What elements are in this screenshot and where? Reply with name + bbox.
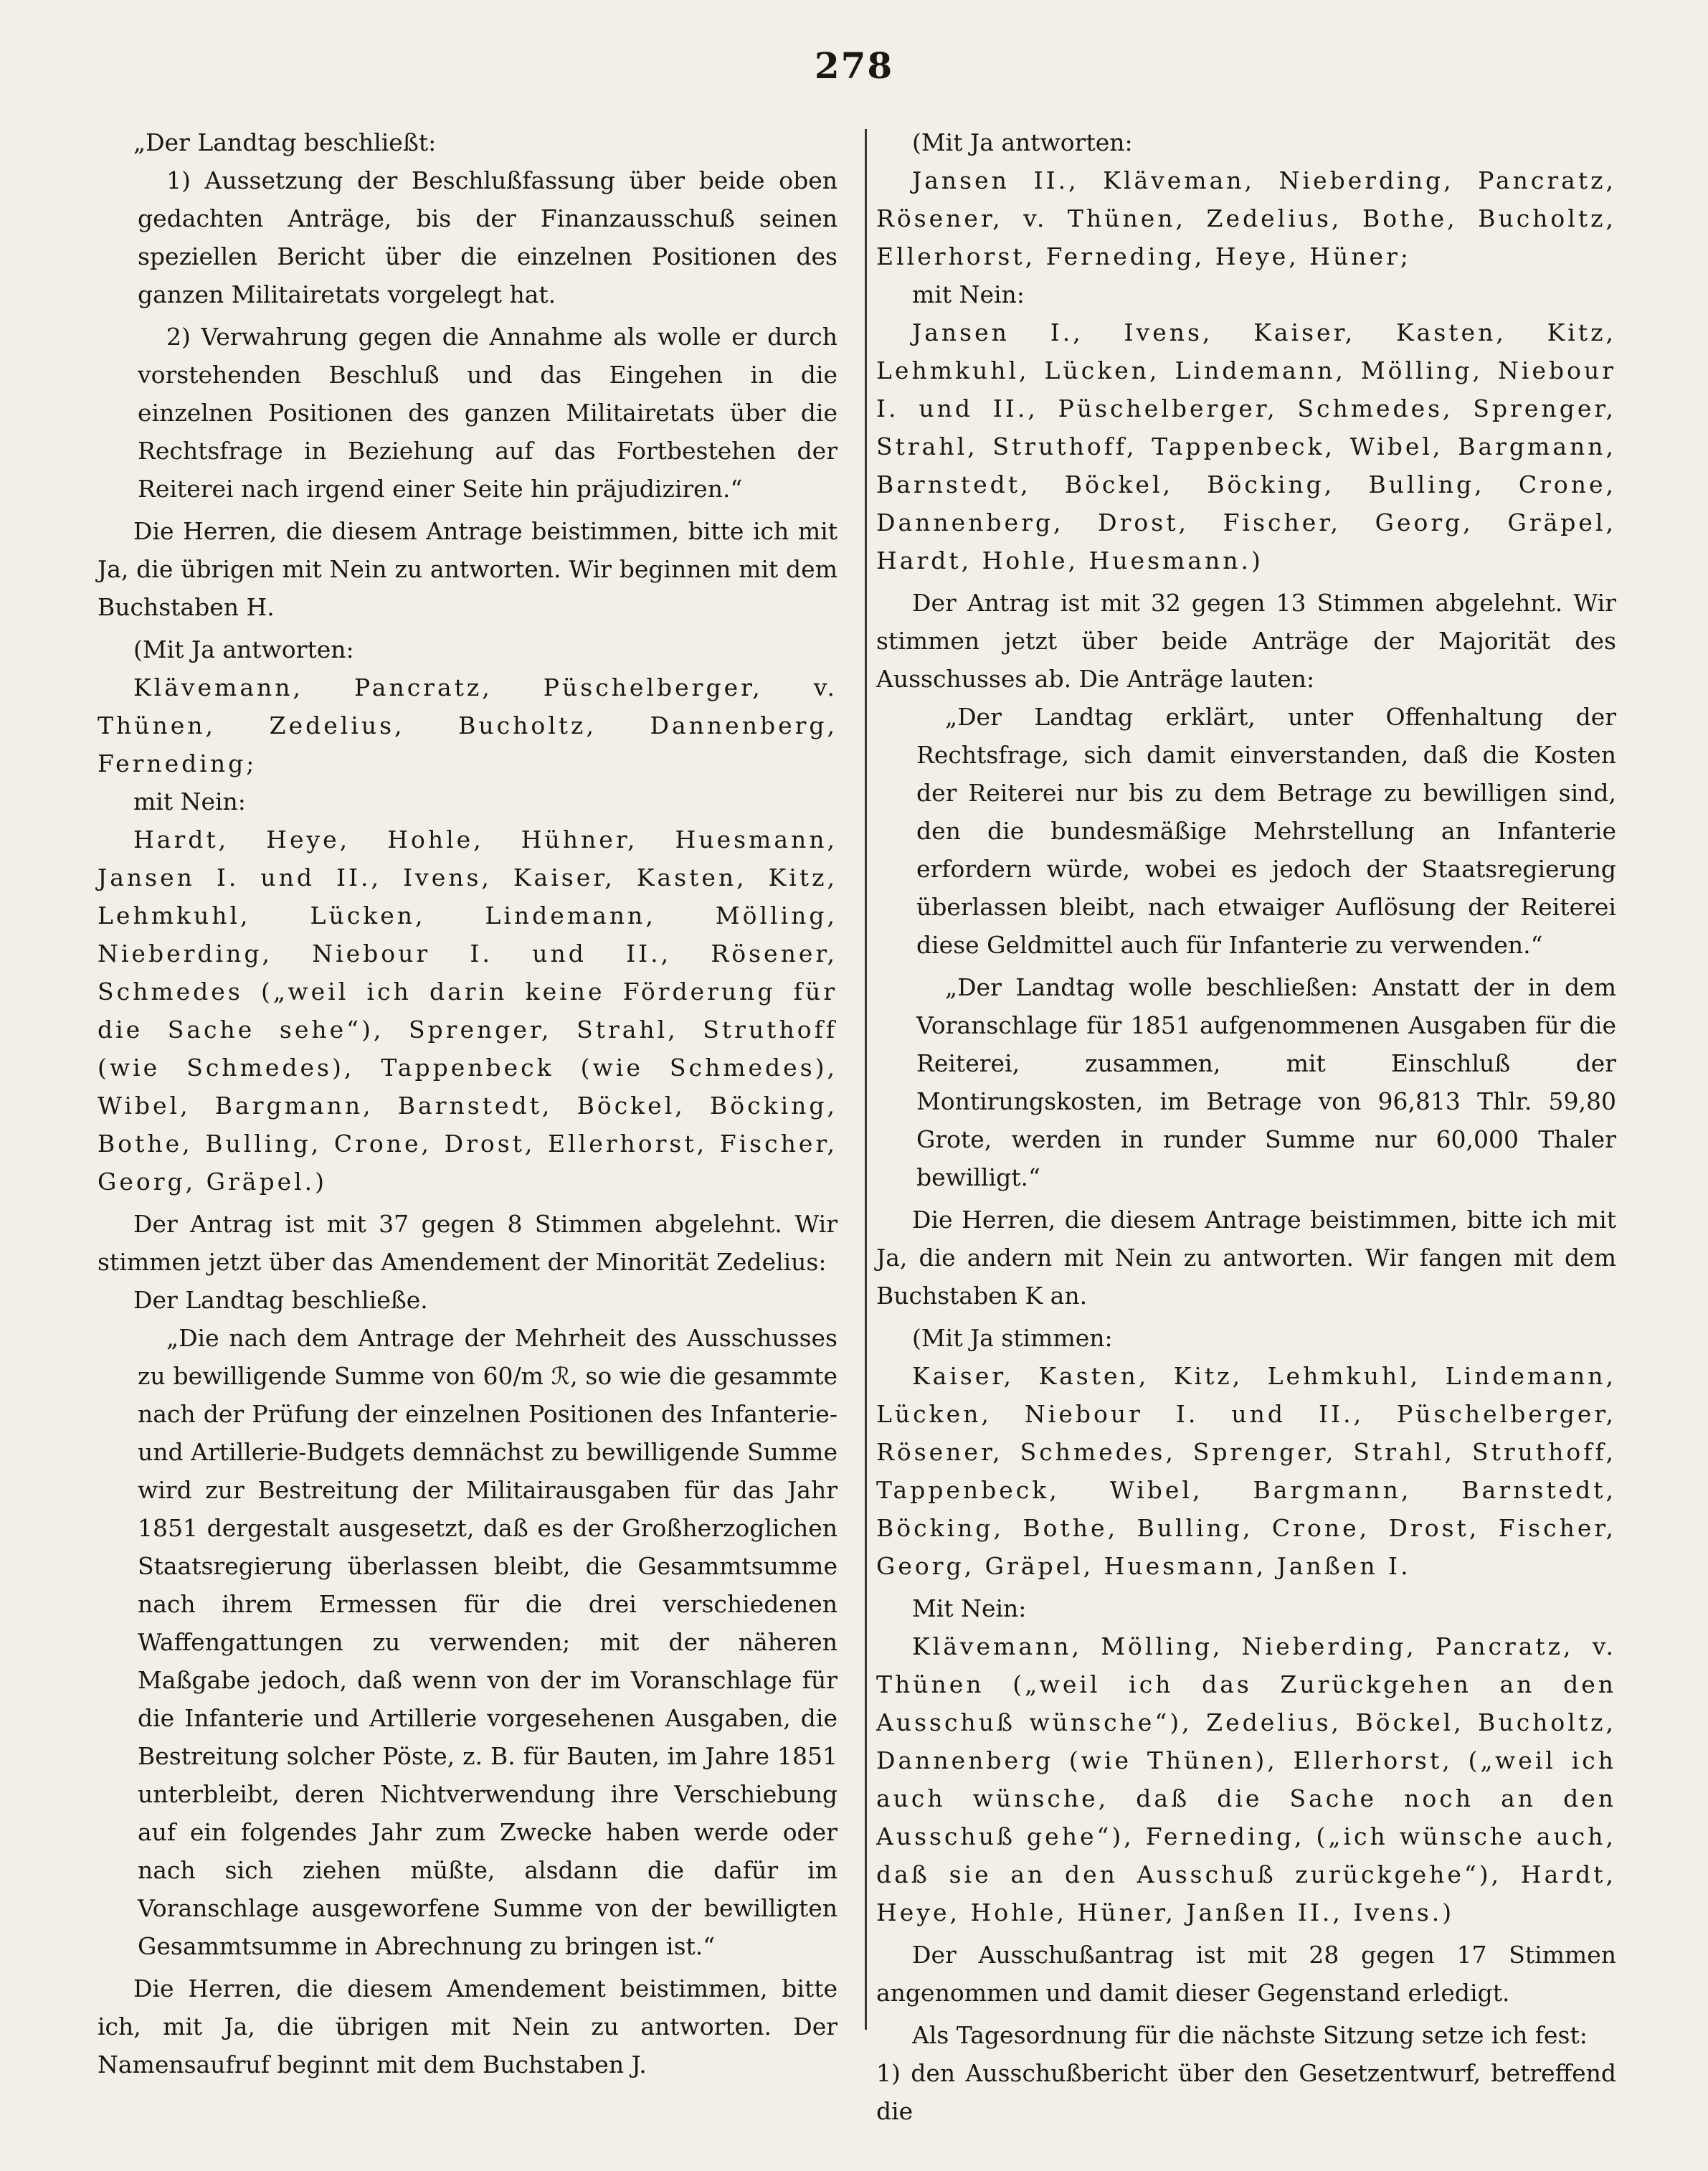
paragraph: Der Antrag ist mit 32 gegen 13 Stimmen abgelehnt. Wir stimmen jetzt über beide Anträge der Majorität des Ausschusses ab. Die Anträge lauten: xyxy=(876,589,1616,693)
name-list: Klävemann, Pancratz, Püschelberger, v. Thünen, Zedelius, Bucholtz, Dannenberg, Ferneding; xyxy=(98,673,838,777)
paragraph: Der Ausschußantrag ist mit 28 gegen 17 Stimmen angenommen und damit dieser Gegenstand erledigt. xyxy=(876,1941,1616,2007)
paragraph: Die Herren, die diesem Antrage beistimmen, bitte ich mit Ja, die andern mit Nein zu antworten. Wir fangen mit dem Buchstaben K an. xyxy=(876,1206,1616,1310)
paragraph: „Der Landtag erklärt, unter Offenhaltung der Rechtsfrage, sich damit einverstanden, daß die Kosten der Reiterei nur bis zu dem Betrage zu bewilligen sind, den die bundesmäßige Mehrstellung an Infanterie erfordern würde, wobei es jedoch der Staatsregierung überlassen bleibt, nach etwaiger Auflösung der Reiterei diese Geldmittel auch für Infanterie zu verwenden.“ xyxy=(916,703,1616,959)
name-list: Jansen II., Kläveman, Nieberding, Pancratz, Rösener, v. Thünen, Zedelius, Bothe, Bucholtz, Ellerhorst, Ferneding, Heye, Hüner; xyxy=(876,166,1616,270)
paragraph: Die Herren, die diesem Amendement beistimmen, bitte ich, mit Ja, die übrigen mit Nein zu antworten. Der Namensaufruf beginnt mit dem Buchstaben J. xyxy=(98,1974,838,2078)
quoted-resolution xyxy=(98,161,838,508)
name-list: Hardt, Heye, Hohle, Hühner, Huesmann, Jansen I. und II., Ivens, Kaiser, Kasten, Kitz, Lehmkuhl, Lücken, Lindemann, Mölling, Nieberding, Niebour I. und II., Rösener, Schmedes („weil ich darin keine Förderung für die Sache sehe“), Sprenger, Strahl, Struthoff (wie Schmedes), Tappenbeck (wie Schmedes), Wibel, Bargmann, Barnstedt, Böckel, Böcking, Bothe, Bulling, Crone, Drost, Ellerhorst, Fischer, Georg, Gräpel.) xyxy=(98,826,838,1196)
paragraph: Die Herren, die diesem Antrage beistimmen, bitte ich mit Ja, die übrigen mit Nein zu antworten. Wir beginnen mit dem Buchstaben H. xyxy=(98,517,838,621)
paragraph: 1) Aussetzung der Beschlußfassung über beide oben gedachten Anträge, bis der Finanzausschuß seinen speziellen Bericht über die einzelnen Positionen des ganzen Militairetats vorgelegt hat. xyxy=(138,166,838,308)
paragraph: 2) Verwahrung gegen die Annahme als wolle er durch vorstehenden Beschluß und das Eingehen in die einzelnen Positionen des ganzen Militairetats über die Rechtsfrage in Beziehung auf das Fortbestehen der Reiterei nach irgend einer Seite hin präjudiziren.“ xyxy=(138,323,838,503)
paragraph: „Der Landtag beschließt: xyxy=(133,128,437,156)
paragraph: Der Landtag beschließe. xyxy=(133,1286,428,1314)
name-list: Kaiser, Kasten, Kitz, Lehmkuhl, Lindemann, Lücken, Niebour I. und II., Püschelberger, Rösener, Schmedes, Sprenger, Strahl, Struthoff, Tappenbeck, Wibel, Bargmann, Barnstedt, Böcking, Bothe, Bulling, Crone, Drost, Fischer, Georg, Gräpel, Huesmann, Janßen I. xyxy=(876,1362,1616,1580)
paragraph: (Mit Ja stimmen: xyxy=(912,1324,1113,1352)
name-list: Klävemann, Mölling, Nieberding, Pancratz, v. Thünen („weil ich das Zurückgehen an den Ausschuß wünsche“), Zedelius, Böckel, Bucholtz, Dannenberg (wie Thünen), Ellerhorst, („weil ich auch wünsche, daß die Sache noch an den Ausschuß gehe“), Ferneding, („ich wünsche auch, daß sie an den Ausschuß zurückgehe“), Hardt, Heye, Hohle, Hüner, Janßen II., Ivens.) xyxy=(876,1632,1616,1926)
paragraph: Mit Nein: xyxy=(912,1594,1027,1622)
paragraph: (Mit Ja antworten: xyxy=(133,635,354,663)
paragraph: Der Antrag ist mit 37 gegen 8 Stimmen abgelehnt. Wir stimmen jetzt über das Amendement der Minorität Zedelius: xyxy=(98,1210,838,1276)
column-divider xyxy=(865,129,867,2030)
paragraph: mit Nein: xyxy=(912,280,1025,308)
right-column xyxy=(876,123,1616,2130)
paragraph: „Die nach dem Antrage der Mehrheit des Ausschusses zu bewilligende Summe von 60/m ℛ, so wie die gesammte nach der Prüfung der einzelnen Positionen des Infanterie- und Artillerie-Budgets demnächst zu bewilligende Summe wird zur Bestreitung der Militairausgaben für das Jahr 1851 dergestalt ausgesetzt, daß es der Großherzoglichen Staatsregierung überlassen bleibt, die Gesammtsumme nach ihrem Ermessen für die drei verschiedenen Waffengattungen zu verwenden; mit der näheren Maßgabe jedoch, daß wenn von der im Voranschlage für die Infanterie und Artillerie vorgesehenen Ausgaben, die Bestreitung solcher Pöste, z. B. für Bauten, im Jahre 1851 unterbleibt, deren Nichtverwendung ihre Verschiebung auf ein folgendes Jahr zum Zwecke haben werde oder nach sich ziehen müßte, alsdann die dafür im Voranschlage ausgeworfene Summe von der bewilligten Gesammtsumme in Abrechnung zu bringen ist.“ xyxy=(138,1324,838,1960)
name-list: Jansen I., Ivens, Kaiser, Kasten, Kitz, Lehmkuhl, Lücken, Lindemann, Mölling, Niebour I. und II., Püschelberger, Schmedes, Sprenger, Strahl, Struthoff, Tappenbeck, Wibel, Bargmann, Barnstedt, Böckel, Böcking, Bulling, Crone, Dannenberg, Drost, Fischer, Georg, Gräpel, Hardt, Hohle, Huesmann.) xyxy=(876,318,1616,574)
page-number: 278 xyxy=(814,44,894,87)
paragraph: Als Tagesordnung für die nächste Sitzung setze ich fest: xyxy=(912,2021,1588,2049)
paragraph: „Der Landtag wolle beschließen: Anstatt der in dem Voranschlage für 1851 aufgenommenen Ausgaben für die Reiterei, zusammen, mit Einschluß der Montirungskosten, im Betrage von 96,813 Thlr. 59,80 Grote, werden in runder Summe nur 60,000 Thaler bewilligt.“ xyxy=(916,973,1616,1191)
paragraph: mit Nein: xyxy=(133,787,246,815)
quoted-motions xyxy=(876,698,1616,1196)
left-column xyxy=(98,123,838,2084)
paragraph: 1) den Ausschußbericht über den Gesetzentwurf, betreffend die xyxy=(876,2059,1616,2125)
paragraph: (Mit Ja antworten: xyxy=(912,128,1133,156)
quoted-amendment xyxy=(98,1319,838,1965)
